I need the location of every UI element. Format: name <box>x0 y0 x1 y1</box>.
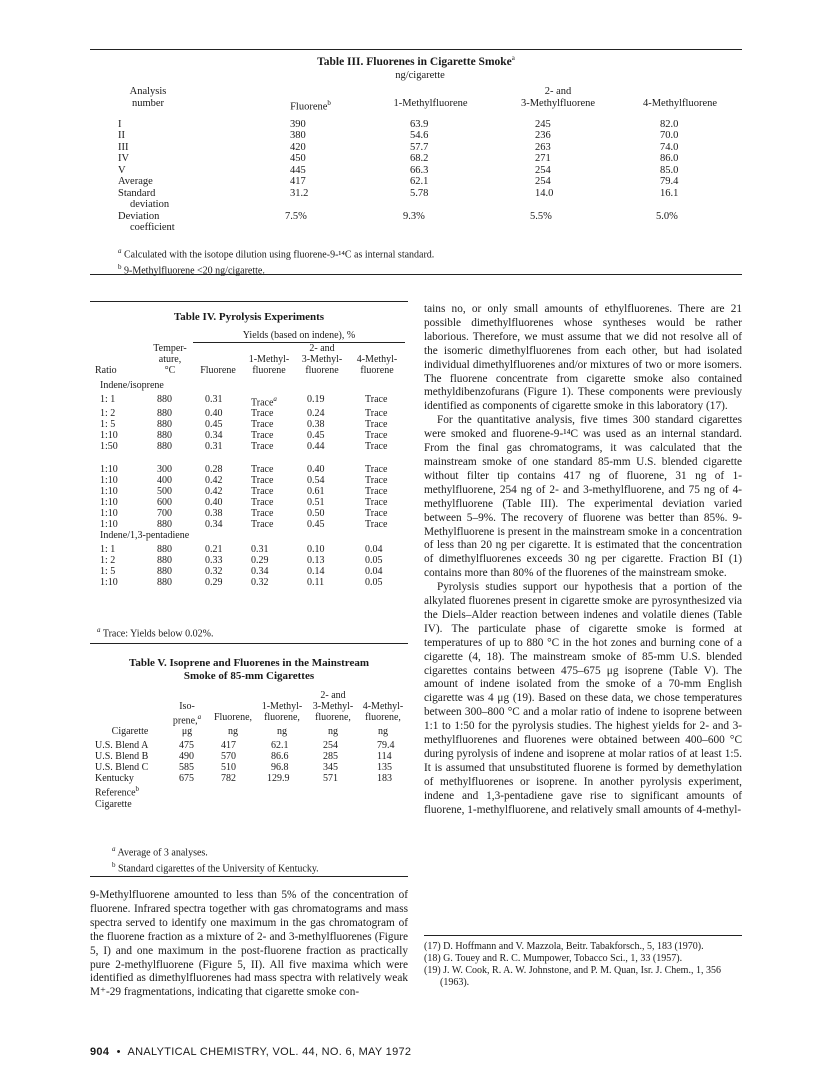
table4-col-temp-line2: ature, <box>158 354 182 365</box>
table3-cell-23mf: 254 <box>535 176 551 187</box>
table3-dev-label-2: coefficient <box>130 222 175 233</box>
table4-footnote: $^a$ Trace: Yields below 0.02%. <box>97 626 214 640</box>
table4-cell-ratio: 1: 1 <box>100 394 116 405</box>
table4-row <box>95 508 405 519</box>
table4-cell-23m: 0.40 <box>307 464 325 476</box>
table5-cell-23m: 285 <box>323 751 338 763</box>
table5-row <box>95 751 407 762</box>
table5-col-1m-line2: fluorene, <box>264 712 300 723</box>
table4-cell-1m: 0.34 <box>251 566 269 578</box>
table5-cell-4m: 79.4 <box>377 740 395 752</box>
table3-cell-23mf: 245 <box>535 118 551 130</box>
table4-cell-temp: 880 <box>157 419 172 431</box>
table5-cell-cigarette: U.S. Blend B <box>95 751 149 763</box>
table4-cell-ratio: 1:10 <box>100 577 118 589</box>
table4-cell-fluorene: 0.34 <box>205 430 223 442</box>
table3-cell-1mf: 62.1 <box>410 176 429 187</box>
table4-cell-fluorene: 0.42 <box>205 475 223 487</box>
table5-note-b: $^b$ Standard cigarettes of the University of Kentucky. <box>112 861 319 875</box>
table4-cell-4m: Trace <box>365 394 388 405</box>
table4-group-indene-pentadiene: Indene/1,3-pentadiene <box>100 530 190 542</box>
table3-row <box>118 130 742 142</box>
table3-dev-row <box>118 211 742 223</box>
table4-cell-temp: 880 <box>157 430 172 442</box>
table4-cell-fluorene: 0.38 <box>205 508 223 520</box>
table4-cell-fluorene: 0.31 <box>205 394 223 405</box>
table4-cell-4m: 0.05 <box>365 577 383 589</box>
table4-cell-fluorene: 0.21 <box>205 544 223 556</box>
table4-row <box>95 577 405 588</box>
table4-cell-temp: 500 <box>157 486 172 498</box>
table3-top-rule <box>90 49 742 50</box>
table4-cell-1m: Trace <box>251 419 274 431</box>
table3-cell-fluorene: 380 <box>290 130 306 141</box>
table4-cell-ratio: 1: 1 <box>100 544 116 556</box>
table3-cell-1mf: 54.6 <box>410 130 429 141</box>
table4-col-1m-line2: fluorene <box>252 365 286 376</box>
table4-cell-23m: 0.38 <box>307 419 325 431</box>
table5-kentucky-m1: 129.9 <box>267 773 290 785</box>
table4-cell-temp: 880 <box>157 566 172 578</box>
table4-group-indene-isoprene: Indene/isoprene <box>100 380 164 391</box>
table5-col-isoprene: Iso- <box>179 701 195 712</box>
table3-cell-fluorene: 390 <box>290 118 306 130</box>
table3-std-label: Standard <box>118 187 156 199</box>
table4-cell-ratio: 1:10 <box>100 519 118 531</box>
reference-19: (19) J. W. Cook, R. A. W. Johnstone, and P. M. Quan, Isr. J. Chem., 1, 356 (1963). <box>424 965 721 988</box>
table4-row <box>95 555 405 566</box>
table4-cell-fluorene: 0.29 <box>205 577 223 589</box>
table4-cell-temp: 600 <box>157 497 172 509</box>
table4-cell-23m: 0.14 <box>307 566 325 578</box>
table4-cell-1m: Trace <box>251 497 274 509</box>
table5-col-cigarette: Cigarette <box>111 726 149 738</box>
table5-cell-1m: 96.8 <box>271 762 289 774</box>
table3-cell-23mf: 263 <box>535 141 551 153</box>
table5-col-1m: 1-Methyl- <box>261 701 303 712</box>
table4-cell-23m: 0.45 <box>307 430 325 442</box>
table5-cell-1m: 62.1 <box>271 740 289 752</box>
table3-cell-1mf: 66.3 <box>410 164 429 176</box>
table4-row <box>95 430 405 441</box>
table3-cell-4mf: 74.0 <box>660 141 679 153</box>
journal-citation: ANALYTICAL CHEMISTRY, VOL. 44, NO. 6, MAY 1972 <box>127 1046 412 1058</box>
table5-footnotes <box>112 843 319 876</box>
table4-bottom-rule <box>90 643 408 644</box>
table4-cell-4m: Trace <box>365 464 388 476</box>
table3-std-label-2: deviation <box>130 199 170 210</box>
table5-kentucky-iso: 675 <box>179 773 194 785</box>
table5-cell-fluorene: 510 <box>221 762 236 774</box>
table4-cell-ratio: 1: 5 <box>100 419 116 431</box>
table5-cell-cigarette: U.S. Blend A <box>95 740 149 752</box>
table4-cell-ratio: 1:10 <box>100 464 118 476</box>
table3-std-m4: 16.1 <box>660 187 679 199</box>
table4-cell-1m: Trace$^a$ <box>251 395 277 409</box>
table3-cell-1mf: 57.7 <box>410 141 429 153</box>
table4-cell-23m: 0.61 <box>307 486 325 498</box>
table4-cell-4m: Trace <box>365 519 388 531</box>
table5-col-23m: 3-Methyl- <box>312 701 354 712</box>
table4-col-fluorene: Fluorene <box>200 365 236 376</box>
table4-row <box>95 475 405 486</box>
table4-cell-temp: 880 <box>157 555 172 567</box>
table3-cell-4mf: 70.0 <box>660 130 679 141</box>
table5-col-23m-line2: fluorene, <box>315 712 351 723</box>
table4-cell-1m: 0.29 <box>251 555 269 567</box>
table3-cell-23mf: 271 <box>535 153 551 164</box>
table5-row <box>95 762 407 773</box>
table3-row-label: IV <box>118 153 130 164</box>
table4-col-1m: 1-Methyl- <box>248 354 290 365</box>
table3-dev-m1: 9.3% <box>403 210 425 222</box>
table4-col-23m-line0: 2- and <box>309 343 335 354</box>
table5-cell-23m: 345 <box>323 762 338 774</box>
table4-cell-23m: 0.45 <box>307 519 325 531</box>
table3-row-label: I <box>118 118 122 130</box>
table3-cell-4mf: 82.0 <box>660 118 679 130</box>
table5-title <box>90 657 408 683</box>
right-paragraph-3: Pyrolysis studies support our hypothesis that a portion of the alkylated fluorenes present in cigarette smoke are pyrosynthesized via the Diels–Alder reaction between indenes and volatile dienes (Table IV). The particulate phase of cigarette smoke is formed at temperatures of up to 880 °C in the hot zones and burning cone of a cigarette (4, 18). The mainstream smoke of 85-mm U.S. blended cigarettes contains between 475–675 μg isoprene (Table V). The amount of indene isolated from the smoke of a 70-mm English cigarette was 4 μg (19). Based on these data, we chose temperatures between 300–800 °C and a molar ratio of indene to isoprene between 1:1 to 1:50 for the pyrolysis studies. The highest yields for 2- and 3-methylfluorenes and fluorenes were obtained between 400–600 °C during pyrolysis of indene and isoprene at molar ratios of at least 1:5. It is assumed that unsubstituted fluorene is formed by demethylation of methylfluorenes or isoprene. In another pyrolysis experiment, indene and 1,3-pentadiene gave rise to significant amounts of fluorene, 1-methylfluorene, and relatively small amounts of 4-methyl- <box>424 581 742 816</box>
table4-cell-fluorene: 0.40 <box>205 408 223 420</box>
table3-cell-23mf: 254 <box>535 164 551 176</box>
table3-cell-4mf: 79.4 <box>660 176 679 187</box>
table4-cell-23m: 0.50 <box>307 508 325 520</box>
table4-row <box>95 566 405 577</box>
table3-row <box>118 142 742 154</box>
table5 <box>95 690 407 810</box>
table4-cell-23m: 0.11 <box>307 577 325 589</box>
table5-cell-1m: 86.6 <box>271 751 289 763</box>
table4-cell-temp: 880 <box>157 394 172 405</box>
table4-cell-fluorene: 0.31 <box>205 441 223 453</box>
table3-header-row-2 <box>118 98 742 113</box>
table5-cell-4m: 114 <box>377 751 392 763</box>
table4-row <box>95 464 405 475</box>
table4-cell-ratio: 1:10 <box>100 497 118 509</box>
table4-cell-23m: 0.24 <box>307 408 325 420</box>
table5-note-a: $^a$ Average of 3 analyses. <box>112 845 208 859</box>
table4-row <box>95 419 405 430</box>
table4-col-4m: 4-Methyl- <box>356 354 398 365</box>
table4-cell-4m: Trace <box>365 475 388 487</box>
table3-col-23mf: 3-Methylfluorene <box>520 97 596 109</box>
table4-cell-temp: 880 <box>157 441 172 453</box>
page-number: 904 <box>90 1046 110 1058</box>
table4-cell-fluorene: 0.34 <box>205 519 223 531</box>
table4-cell-23m: 0.44 <box>307 441 325 453</box>
table3 <box>118 86 742 234</box>
table3-row <box>118 176 742 188</box>
table4-cell-ratio: 1:10 <box>100 486 118 498</box>
table4-col-temp-unit: °C <box>164 365 176 376</box>
table4-cell-fluorene: 0.40 <box>205 497 223 509</box>
table3-header-row-1 <box>118 86 742 98</box>
table4-row <box>95 486 405 497</box>
table5-kentucky-m23: 571 <box>323 773 338 785</box>
table3-cell-fluorene: 420 <box>290 141 306 153</box>
table4-cell-4m: Trace <box>365 508 388 520</box>
table4-cell-temp: 300 <box>157 464 172 476</box>
table5-cell-isoprene: 490 <box>179 751 194 763</box>
table3-std-f: 31.2 <box>290 187 309 199</box>
table5-col-4m-line2: fluorene, <box>365 712 401 723</box>
table4-row <box>95 497 405 508</box>
table4-cell-4m: 0.05 <box>365 555 383 567</box>
table5-col-isoprene-line2: prene,$^a$ <box>172 713 202 727</box>
page-footer <box>90 1046 411 1058</box>
table5-cell-isoprene: 585 <box>179 762 194 774</box>
table3-dev-m4: 5.0% <box>656 210 678 222</box>
table4-cell-temp: 880 <box>157 544 172 556</box>
table5-row <box>95 740 407 751</box>
table4-cell-4m: Trace <box>365 497 388 509</box>
table3-row-label: III <box>118 141 129 153</box>
table3-row <box>118 165 742 177</box>
table4-cell-1m: 0.31 <box>251 544 269 556</box>
table4-row <box>95 408 405 419</box>
table3-cell-fluorene: 417 <box>290 176 306 187</box>
table4-cell-temp: 880 <box>157 577 172 589</box>
table4-cell-ratio: 1:10 <box>100 508 118 520</box>
table4-cell-ratio: 1:50 <box>100 441 118 453</box>
table3-col-23mf-line1: 2- and <box>544 86 572 97</box>
table3-footnotes <box>118 245 738 278</box>
table4-top-rule <box>90 301 408 302</box>
table3-dev-f: 7.5% <box>285 210 307 222</box>
table4-row <box>95 394 405 408</box>
table3-cell-4mf: 85.0 <box>660 164 679 176</box>
table4-row <box>95 441 405 452</box>
table5-col-4m: 4-Methyl- <box>362 701 404 712</box>
table4-cell-fluorene: 0.45 <box>205 419 223 431</box>
reference-18: (18) G. Touey and R. C. Mumpower, Tobacco Sci., 1, 33 (1957). <box>424 953 683 964</box>
table4-title: Table IV. Pyrolysis Experiments <box>173 311 325 323</box>
table4-cell-1m: Trace <box>251 475 274 487</box>
table4-row <box>95 519 405 530</box>
table4-cell-4m: Trace <box>365 441 388 453</box>
table5-col-fluorene-unit: ng <box>228 726 238 738</box>
table4-cell-4m: Trace <box>365 419 388 431</box>
table4-cell-1m: Trace <box>251 508 274 520</box>
table5-kentucky-label-3: Cigarette <box>95 798 132 810</box>
table5-kentucky-row <box>95 773 407 784</box>
table4-cell-23m: 0.54 <box>307 475 325 487</box>
table5-cell-4m: 135 <box>377 762 392 774</box>
table4-cell-fluorene: 0.33 <box>205 555 223 567</box>
table4-cell-4m: Trace <box>365 430 388 442</box>
table4-cell-4m: Trace <box>365 408 388 420</box>
references-rule <box>424 935 742 936</box>
table4-yields-header: Yields (based on indene), % <box>193 330 405 343</box>
footer-bullet: • <box>116 1046 121 1058</box>
table4-cell-23m: 0.10 <box>307 544 325 556</box>
table3-row <box>118 153 742 165</box>
table4-col-23m-line2: fluorene <box>305 365 339 376</box>
table4-cell-ratio: 1:10 <box>100 430 118 442</box>
table4-cell-ratio: 1:10 <box>100 475 118 487</box>
table4-cell-1m: Trace <box>251 441 274 453</box>
table5-title-line1: Table V. Isoprene and Fluorenes in the Mainstream <box>129 657 369 669</box>
table3-std-m1: 5.78 <box>410 187 429 199</box>
table4-cell-1m: 0.32 <box>251 577 269 589</box>
table3-note-a: $^a$ Calculated with the isotope dilution using fluorene-9-¹⁴C as internal standard. <box>118 247 435 261</box>
table5-col-23m-line0: 2- and <box>320 690 346 701</box>
table5-kentucky-label: Kentucky <box>95 773 134 785</box>
table4-cell-fluorene: 0.28 <box>205 464 223 476</box>
table4-cell-temp: 880 <box>157 408 172 420</box>
table4-col-23m: 3-Methyl- <box>301 354 343 365</box>
table3-cell-1mf: 68.2 <box>410 153 429 164</box>
table4-cell-23m: 0.19 <box>307 394 325 405</box>
table5-cell-23m: 254 <box>323 740 338 752</box>
table4-col-temp: Temper- <box>153 342 187 354</box>
table4-cell-4m: 0.04 <box>365 566 383 578</box>
table5-kentucky-m4: 183 <box>377 773 392 785</box>
table5-cell-isoprene: 475 <box>179 740 194 752</box>
left-paragraph: 9-Methylfluorene amounted to less than 5% of the concentration of fluorene. Infrared spectra together with gas chromatograms and mass spectra served to identify one maximum in the gas chromatogram of the fluorene fraction as a mixture of 2- and 3-methylfluorenes (Figure 5, I) and one maximum in the post-fluorene fraction as practically pure 2-methylfluorene (Figure 5, II). All five maxima which were identified as dimethylfluorenes had mass spectra with relatively weak M⁺-29 fragmentations, indicating that cigarette smoke con- <box>90 889 408 999</box>
table4-cell-4m: Trace <box>365 486 388 498</box>
table3-cell-fluorene: 445 <box>290 164 306 176</box>
table3-col-1mf: 1-Methylfluorene <box>393 97 468 109</box>
table4-cell-temp: 700 <box>157 508 172 520</box>
right-column-text <box>424 303 742 818</box>
table4-col-ratio: Ratio <box>95 365 117 376</box>
table3-row-label: II <box>118 130 125 141</box>
table4-cell-ratio: 1: 2 <box>100 555 116 567</box>
table5-title-line2: Smoke of 85-mm Cigarettes <box>183 670 315 682</box>
table5-cell-fluorene: 570 <box>221 751 236 763</box>
table4-col-4m-line2: fluorene <box>360 365 394 376</box>
table3-row <box>118 119 742 131</box>
table4-cell-23m: 0.13 <box>307 555 325 567</box>
table4-cell-1m: Trace <box>251 430 274 442</box>
table3-cell-23mf: 236 <box>535 130 551 141</box>
table3-std-row <box>118 188 742 200</box>
reference-17: (17) D. Hoffmann and V. Mazzola, Beitr. Tabakforsch., 5, 183 (1970). <box>424 941 704 952</box>
table5-col-isoprene-unit: μg <box>181 726 193 738</box>
table4-cell-23m: 0.51 <box>307 497 325 509</box>
table3-bottom-rule <box>90 274 742 275</box>
table5-col-4m-unit: ng <box>378 726 388 738</box>
table5-col-1m-unit: ng <box>277 726 287 738</box>
table5-cell-fluorene: 417 <box>221 740 236 752</box>
right-paragraph-2: For the quantitative analysis, five times 300 standard cigarettes were smoked and fluorene-9-¹⁴C was used as an internal standard. From the final gas chromatograms, it was calculated that the mainstream smoke of one standard 85-mm U.S. blended cigarette without filter tip contains 417 ng of fluorene, 31 ng of 1-methylfluorene, 254 ng of 2- and 3-methylfluorene, and 75 ng of 4-methylfluorene (Table III). The experimental deviation varied between 5–9%. The recovery of fluorene was better than 85%. 9-Methylfluorene is present in the mainstream smoke in a concentration of less than 20 ng per cigarette. It is estimated that the concentration of dimethylfluorenes exceeds 30 ng per cigarette. Fraction BI (1) contains more than 80% of the fluorenes of the mainstream smoke. <box>424 414 742 580</box>
table4-cell-ratio: 1: 2 <box>100 408 116 420</box>
table4-cell-1m: Trace <box>251 486 274 498</box>
table3-cell-fluorene: 450 <box>290 153 306 164</box>
table5-kentucky-label-2: Reference$^b$ <box>95 785 140 799</box>
table3-cell-4mf: 86.0 <box>660 153 679 164</box>
table5-col-23m-unit: ng <box>328 726 338 738</box>
table3-col-analysis-line2: number <box>131 97 165 109</box>
table3-dev-m23: 5.5% <box>530 210 552 222</box>
table4-cell-1m: Trace <box>251 519 274 531</box>
table3-cell-1mf: 63.9 <box>410 118 429 130</box>
table5-kentucky-f: 782 <box>221 773 236 785</box>
table4-cell-temp: 880 <box>157 519 172 531</box>
table5-cell-cigarette: U.S. Blend C <box>95 762 149 774</box>
table3-col-4mf: 4-Methylfluorene <box>642 97 718 109</box>
table3-title: Table III. Fluorenes in Cigarette Smoke$^a$ <box>317 54 515 68</box>
table3-row-label: Average <box>118 176 153 187</box>
table5-bottom-rule <box>90 876 408 877</box>
table3-row-label: V <box>118 164 126 176</box>
table3-note-b: $^b$ 9-Methylfluorene <20 ng/cigarette. <box>118 263 265 277</box>
table4-cell-fluorene: 0.42 <box>205 486 223 498</box>
table3-dev-label: Deviation <box>118 210 160 222</box>
table3-std-m23: 14.0 <box>535 187 554 199</box>
table4-row <box>95 544 405 555</box>
right-paragraph-1: tains no, or only small amounts of ethylfluorenes. There are 21 possible dimethylfluorenes whose syntheses would be rather laborious. Therefore, we must assume that we did not resolve all of the isomeric dimethylfluorenes from each other, but had isolated individual dimethylfluorenes and/or mixtures of two or more isomers. The fluorene concentrate from cigarette smoke also contained methyldibenzofurans (Figure 1). These components were previously identified as components of cigarette smoke in this laboratory (17). <box>424 303 742 413</box>
table4-cell-ratio: 1: 5 <box>100 566 116 578</box>
left-column-text <box>90 889 408 1000</box>
table4-cell-1m: Trace <box>251 408 274 420</box>
table4 <box>95 330 405 588</box>
table4-cell-4m: 0.04 <box>365 544 383 556</box>
table3-col-analysis: Analysis <box>129 86 167 97</box>
table5-col-fluorene: Fluorene, <box>213 712 253 723</box>
table4-cell-temp: 400 <box>157 475 172 487</box>
table4-cell-1m: Trace <box>251 464 274 476</box>
table3-unit: ng/cigarette <box>395 70 445 81</box>
table4-cell-fluorene: 0.32 <box>205 566 223 578</box>
references <box>424 941 742 989</box>
table3-col-fluorene: Fluorene$^b$ <box>290 98 331 112</box>
